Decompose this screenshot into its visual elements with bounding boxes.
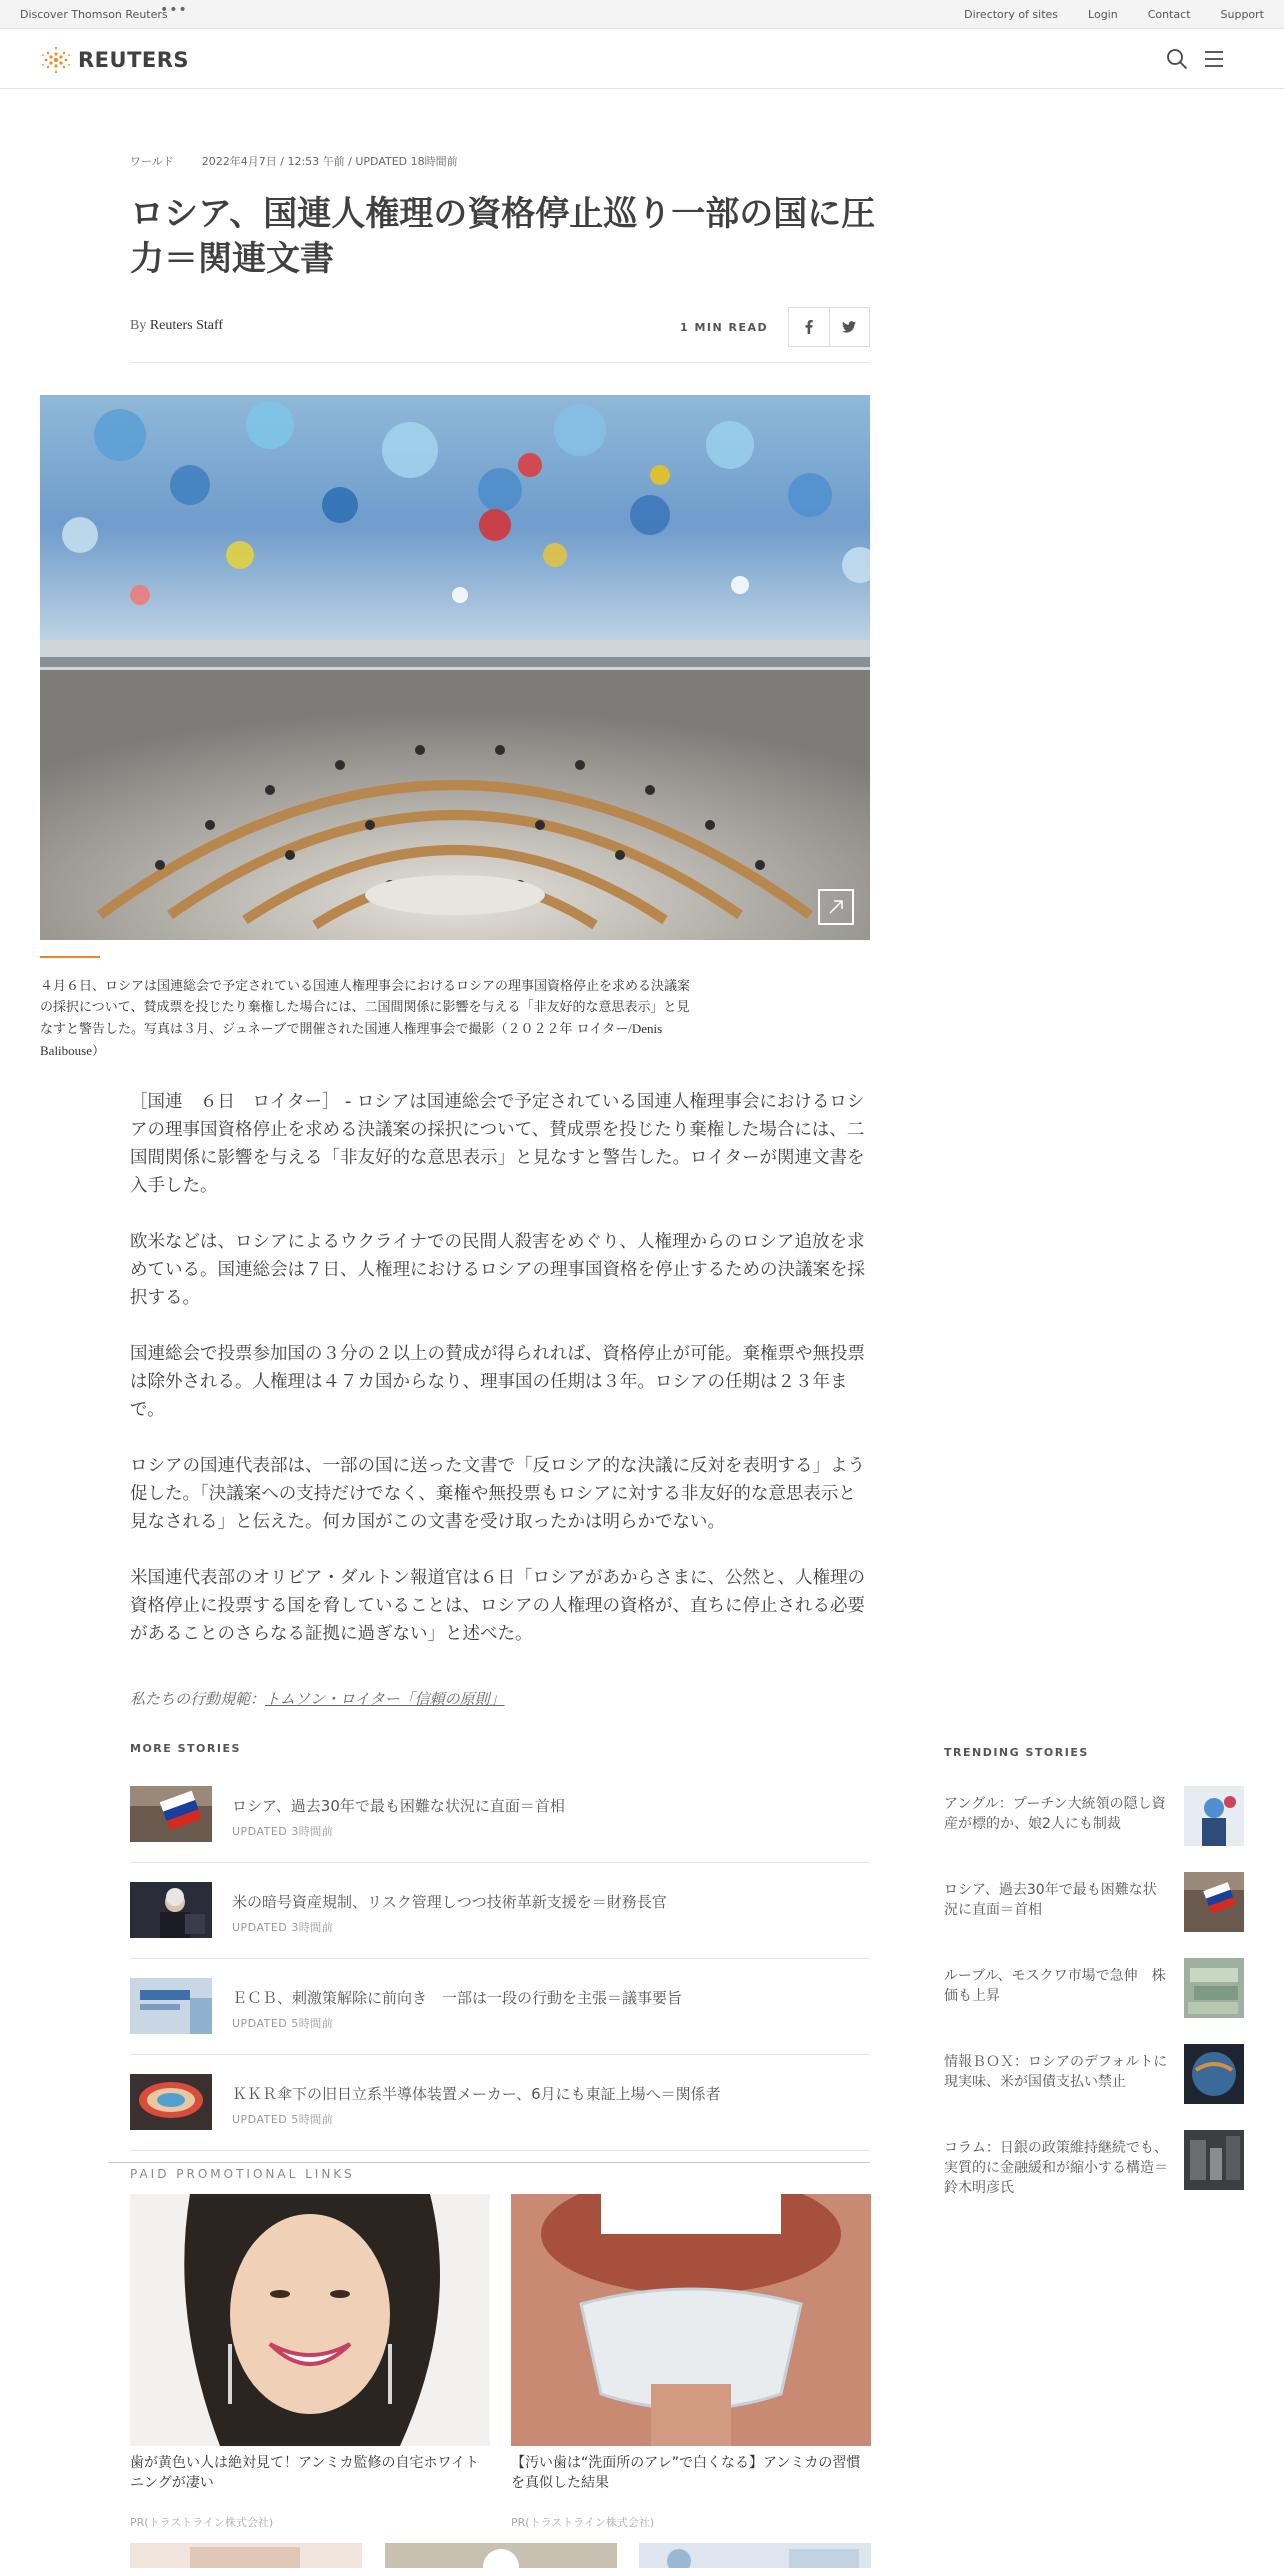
promo-image-small[interactable] — [385, 2543, 617, 2568]
promo-title[interactable]: 【汚い歯は“洗面所のアレ”で白くなる】アンミカの習慣を真似した結果 — [511, 2455, 861, 2491]
expand-arrow-icon — [820, 891, 852, 923]
hamburger-menu-icon[interactable] — [1204, 50, 1224, 68]
expand-photo-icon[interactable] — [818, 889, 854, 925]
promo-image-small[interactable] — [639, 2543, 871, 2568]
trending-story-title: ルーブル、モスクワ市場で急伸 株価も上昇 — [944, 1968, 1166, 2004]
author-link[interactable]: Reuters Staff — [149, 318, 224, 333]
hero-photo[interactable] — [40, 395, 870, 940]
more-dots-icon[interactable]: ••• — [160, 2, 188, 18]
trending-stories-list — [944, 1786, 1244, 2216]
article-body — [130, 1088, 870, 1676]
caption-credit: ロイター/Denis Balibouse） — [40, 1021, 663, 1058]
facebook-share-button[interactable] — [789, 308, 829, 346]
caption-accent-rule — [40, 956, 100, 958]
trending-story-item[interactable] — [944, 1786, 1244, 1872]
section-link[interactable]: ワールド — [130, 155, 174, 168]
un-human-rights-council-photo — [40, 395, 870, 940]
trending-story-title: コラム：日銀の政策維持継続でも、実質的に金融緩和が縮小する構造＝鈴木明彦氏 — [944, 2140, 1168, 2196]
site-header — [0, 29, 1284, 89]
conduct-prefix: 私たちの行動規範： — [130, 1690, 266, 1708]
byline-prefix: By — [130, 318, 147, 333]
promo-divider — [108, 2162, 870, 2163]
story-title: 米の暗号資産規制、リスク管理しつつ技術革新支援を＝財務長官 — [232, 1893, 667, 1911]
reuters-wordmark: REUTERS — [78, 48, 190, 72]
trust-principles-link[interactable]: トムソン・ロイター「信頼の原則」 — [265, 1690, 505, 1708]
facebook-icon — [805, 320, 813, 334]
utility-bar — [0, 0, 1284, 29]
promo-image[interactable] — [130, 2194, 490, 2446]
photo-caption — [40, 976, 690, 1062]
more-story-item[interactable] — [130, 1767, 870, 1863]
trending-story-item[interactable] — [944, 2130, 1244, 2216]
story-title: ロシア、過去30年で最も困難な状況に直面＝首相 — [232, 1797, 565, 1815]
trending-thumbnail — [1184, 1958, 1244, 2018]
trending-story-item[interactable] — [944, 1872, 1244, 1958]
trending-thumbnail — [1184, 1786, 1244, 1846]
story-thumbnail — [130, 2074, 212, 2130]
story-updated: UPDATED 5時間前 — [232, 2113, 334, 2126]
reuters-logo-icon — [40, 45, 72, 75]
story-title: ＫＫＲ傘下の旧日立系半導体装置メーカー、6月にも東証上場へ＝関係者 — [232, 2085, 721, 2103]
more-stories-heading: MORE STORIES — [130, 1742, 241, 1755]
article-paragraph: 欧米などは、ロシアによるウクライナでの民間人殺害をめぐり、人権理からのロシア追放を求めている。国連総会は７日、人権理におけるロシアの理事国資格を停止するための決議案を採択する。 — [130, 1232, 865, 1308]
trending-story-title: ロシア、過去30年で最も困難な状況に直面＝首相 — [944, 1882, 1157, 1918]
reuters-logo[interactable] — [40, 45, 189, 75]
trending-thumbnail — [1184, 2044, 1244, 2104]
more-stories-list — [130, 1767, 870, 2151]
article-dateline: 2022年4月7日 / 12:53 午前 / UPDATED 18時間前 — [201, 155, 458, 168]
article-paragraph: ロシアの国連代表部は、一部の国に送った文書で「反ロシア的な決議に反対を表明する」よう促した。「決議案への支持だけでなく、棄権や無投票もロシアに対する非友好的な意思表示と見なされる」と伝えた。何カ国がこの文書を受け取ったかは明らかでない。 — [130, 1456, 865, 1532]
article-paragraph: ［国連 ６日 ロイター］ - ロシアは国連総会で予定されている国連人権理事会におけるロシアの理事国資格停止を求める決議案の採択について、賛成票を投じたり棄権した場合には、二国間関係に影響を与える「非友好的な意思表示」と見なすと警告した。ロイターが関連文書を入手した。 — [130, 1092, 865, 1196]
promo-source: PR(トラストライン株式会社) — [511, 2516, 655, 2529]
trending-thumbnail — [1184, 2130, 1244, 2190]
trending-story-title: 情報ＢＯＸ：ロシアのデフォルトに現実味、米が国債支払い禁止 — [944, 2054, 1168, 2090]
trending-story-item[interactable] — [944, 2044, 1244, 2130]
story-title: ＥＣＢ、刺激策解除に前向き 一部は一段の行動を主張＝議事要旨 — [232, 1989, 683, 2007]
login-link[interactable]: Login — [1088, 8, 1118, 21]
article-headline: ロシア、国連人権理の資格停止巡り一部の国に圧力＝関連文書 — [130, 194, 876, 279]
more-story-item[interactable] — [130, 1863, 870, 1959]
discover-thomson-reuters-link[interactable]: Discover Thomson Reuters — [20, 8, 168, 21]
story-updated: UPDATED 5時間前 — [232, 2017, 334, 2030]
story-updated: UPDATED 3時間前 — [232, 1921, 334, 1934]
share-buttons — [788, 307, 870, 347]
promo-source: PR(トラストライン株式会社) — [130, 2516, 274, 2529]
trending-thumbnail — [1184, 1872, 1244, 1932]
article-paragraph: 国連総会で投票参加国の３分の２以上の賛成が得られれば、資格停止が可能。棄権票や無投票は除外される。人権理は４７カ国からなり、理事国の任期は３年。ロシアの任期は２３年まで。 — [130, 1344, 865, 1420]
promo-title[interactable]: 歯が黄色い人は絶対見て！アンミカ監修の自宅ホワイトニングが凄い — [130, 2455, 480, 2491]
promo-image-small[interactable] — [130, 2543, 362, 2568]
trending-story-item[interactable] — [944, 1958, 1244, 2044]
story-updated: UPDATED 3時間前 — [232, 1825, 334, 1838]
twitter-icon — [842, 321, 856, 333]
search-icon[interactable] — [1166, 48, 1188, 70]
trending-stories-heading: TRENDING STORIES — [944, 1746, 1089, 1759]
code-of-conduct — [130, 1688, 505, 1709]
promo-image[interactable] — [511, 2194, 871, 2446]
article-meta — [130, 153, 458, 169]
support-link[interactable]: Support — [1220, 8, 1264, 21]
paid-promotional-heading: PAID PROMOTIONAL LINKS — [130, 2167, 355, 2181]
contact-link[interactable]: Contact — [1147, 8, 1191, 21]
trending-story-title: アングル：プーチン大統領の隠し資産が標的か、娘2人にも制裁 — [944, 1796, 1166, 1832]
read-time: 1 MIN READ — [680, 321, 769, 334]
story-thumbnail — [130, 1882, 212, 1938]
article-paragraph: 米国連代表部のオリビア・ダルトン報道官は６日「ロシアがあからさまに、公然と、人権理の資格停止に投票する国を脅していることは、ロシアの人権理の資格が、直ちに停止される必要があることのさらなる証拠に過ぎない」と述べた。 — [130, 1568, 865, 1644]
story-thumbnail — [130, 1786, 212, 1842]
byline — [130, 318, 223, 334]
more-story-item[interactable] — [130, 2055, 870, 2151]
directory-of-sites-link[interactable]: Directory of sites — [964, 8, 1059, 21]
more-story-item[interactable] — [130, 1959, 870, 2055]
utility-links — [964, 8, 1264, 21]
byline-divider — [130, 362, 870, 363]
story-thumbnail — [130, 1978, 212, 2034]
twitter-share-button[interactable] — [829, 308, 870, 346]
caption-text: ４月６日、ロシアは国連総会で予定されている国連人権理事会におけるロシアの理事国資格停止を求める決議案の採択について、賛成票を投じたり棄権した場合には、二国間関係に影響を与える「非友好的な意思表示」と見なすと警告した。写真は３月、ジュネーブで開催された国連人権理事会で撮影（２０２２年 — [40, 979, 691, 1037]
